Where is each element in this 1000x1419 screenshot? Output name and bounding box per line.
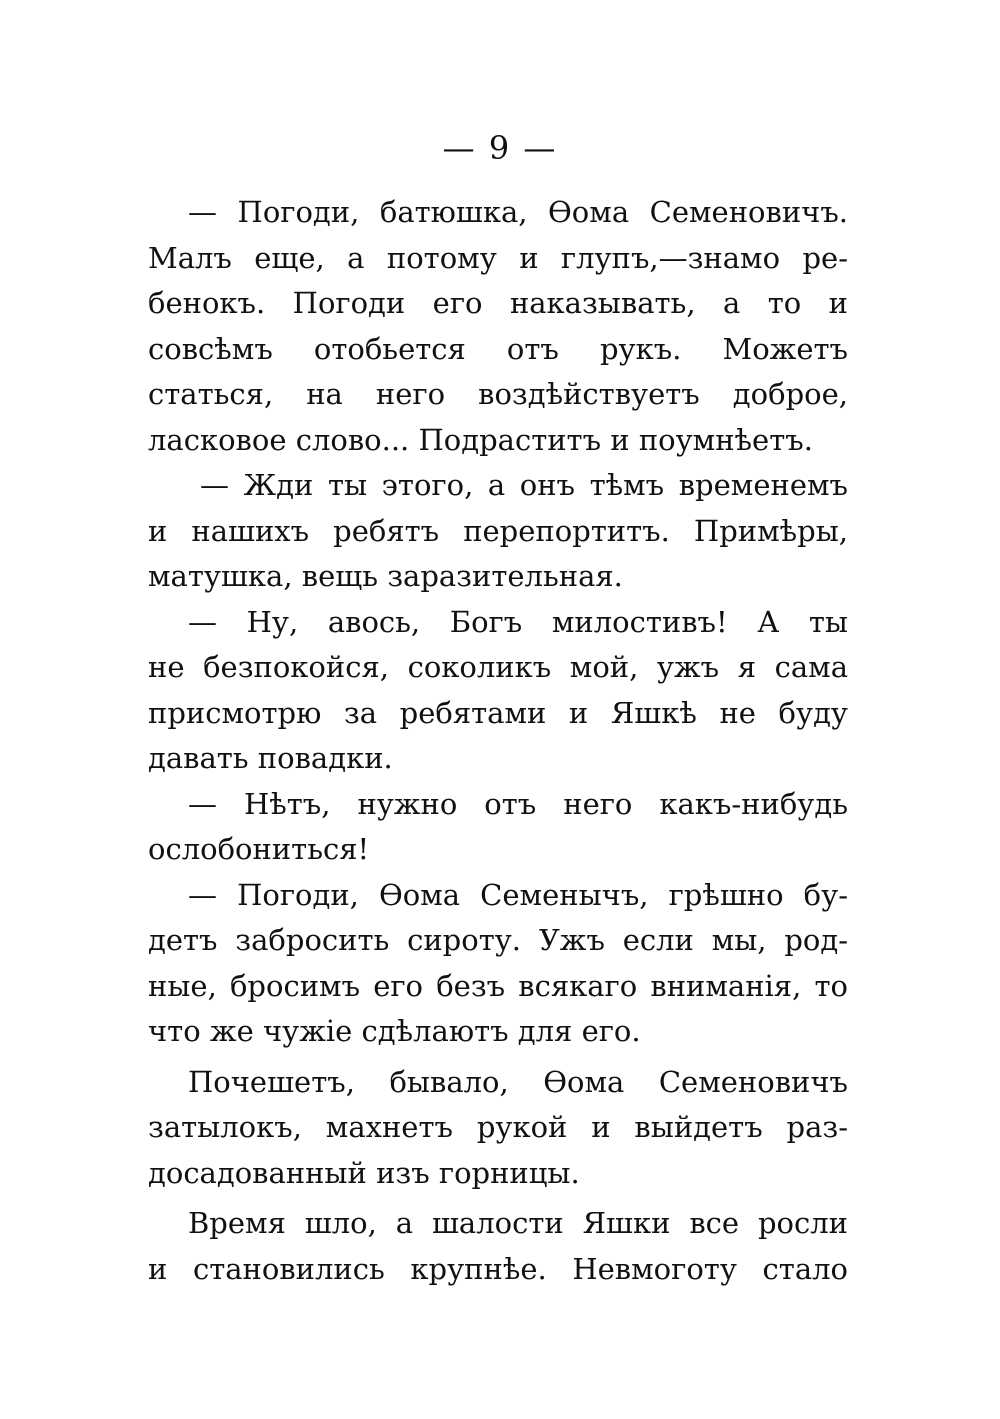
text-line: и становились крупнѣе. Невмоготу стало [148,1251,848,1286]
page-number: — 9 — [442,129,558,167]
text-line: Почешетъ, бывало, Ѳома Семеновичъ [188,1064,848,1099]
text-line: — Ну, авось, Богъ милостивъ! А ты [188,604,848,639]
text-line: Малъ еще, а потому и глупъ,—знамо ре- [148,240,848,275]
text-line: — Нѣтъ, нужно отъ него какъ-нибудь [188,786,848,821]
text-line: и нашихъ ребятъ перепортитъ. Примѣры, [148,513,848,548]
text-line: не безпокойся, соколикъ мой, ужъ я сама [148,650,848,684]
text-line: детъ забросить сироту. Ужъ если мы, род- [148,923,848,957]
text-line: Время шло, а шалости Яшки все росли [188,1206,848,1240]
text-line: совсѣмъ отобьется отъ рукъ. Можетъ [148,331,848,366]
text-line: матушка, вещь заразительная. [148,559,623,593]
text-line: — Погоди, батюшка, Ѳома Семеновичъ. [188,195,848,229]
text-line: присмотрю за ребятами и Яшкѣ не буду [148,695,848,730]
text-line: — Погоди, Ѳома Семенычъ, грѣшно бу- [188,877,848,912]
text-line: — Жди ты этого, а онъ тѣмъ временемъ [200,468,848,502]
text-line: ные, бросимъ его безъ всякаго вниманія, то [148,968,848,1003]
text-line: затылокъ, махнетъ рукой и выйдетъ раз- [148,1110,848,1144]
text-line: что же чужіе сдѣлаютъ для его. [148,1014,641,1048]
text-line: давать повадки. [148,741,393,775]
text-line: досадованный изъ горницы. [148,1155,580,1190]
text-line: статься, на него воздѣйствуетъ доброе, [148,377,848,411]
page-text [148,190,848,1292]
text-line: бенокъ. Погоди его наказывать, а то и [148,286,848,320]
text-line: ослобониться! [148,832,370,866]
text-line: ласковое слово... Подраститъ и поумнѣетъ. [148,422,813,457]
